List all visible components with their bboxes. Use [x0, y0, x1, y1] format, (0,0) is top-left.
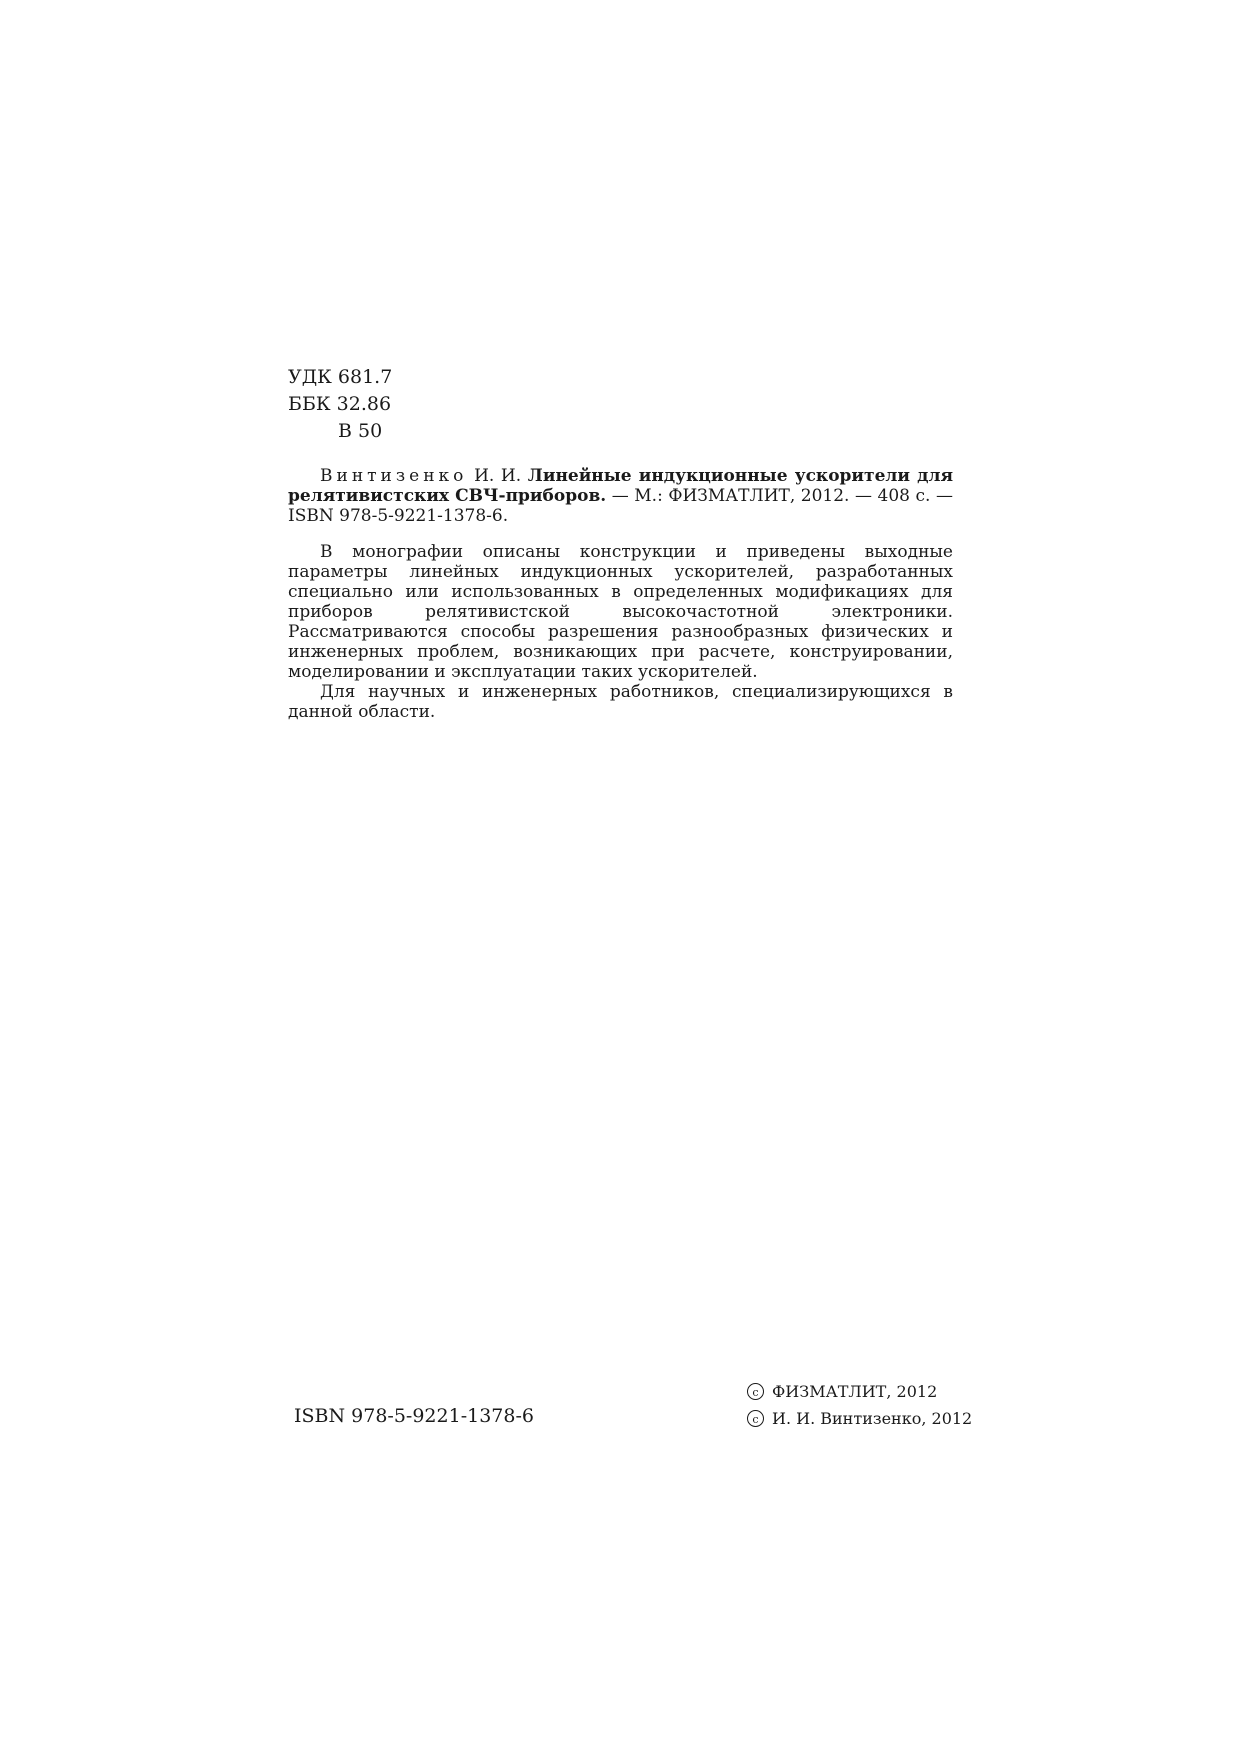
- bibliographic-entry: [288, 466, 953, 526]
- copyright-icon: c: [747, 1410, 764, 1427]
- biblio-author: Винтизенко: [320, 466, 468, 486]
- udk-code: УДК 681.7: [288, 366, 393, 388]
- biblio-initials: И. И.: [474, 466, 522, 486]
- annotation-paragraph-1: В монографии описаны конструкции и приведены выходные параметры линейных индукционных ускорителей, разработанных специально или использованных в определенных модификациях для приборов релятивистской высокочастотной электроники. Рассматриваются способы разрешения разнообразных физических и инженерных проблем, возникающих при расчете, конструировании, моделировании и эксплуатации таких ускорителей.: [288, 542, 953, 682]
- main-text-block: [288, 466, 953, 722]
- annotation-paragraph-2: Для научных и инженерных работников, специализирующихся в данной области.: [288, 682, 953, 722]
- author-mark: В 50: [338, 420, 383, 442]
- bbk-code: ББК 32.86: [288, 393, 392, 415]
- isbn-number: ISBN 978-5-9221-1378-6: [294, 1405, 534, 1427]
- biblio-imprint: — М.: ФИЗМАТЛИТ, 2012. — 408 с. — ISBN 978-5-9221-1378-6.: [288, 486, 954, 526]
- biblio-title: Линейные индукционные ускорители для релятивистских СВЧ-приборов.: [288, 466, 953, 506]
- copyright-author: [747, 1405, 972, 1432]
- copyright-icon: c: [747, 1383, 764, 1400]
- copyright-publisher: [747, 1378, 972, 1405]
- copyright-author-text: И. И. Винтизенко, 2012: [772, 1409, 973, 1428]
- annotation: [288, 542, 953, 722]
- copyright-block: [747, 1378, 972, 1432]
- classification-codes: [288, 364, 392, 445]
- copyright-publisher-text: ФИЗМАТЛИТ, 2012: [772, 1382, 938, 1401]
